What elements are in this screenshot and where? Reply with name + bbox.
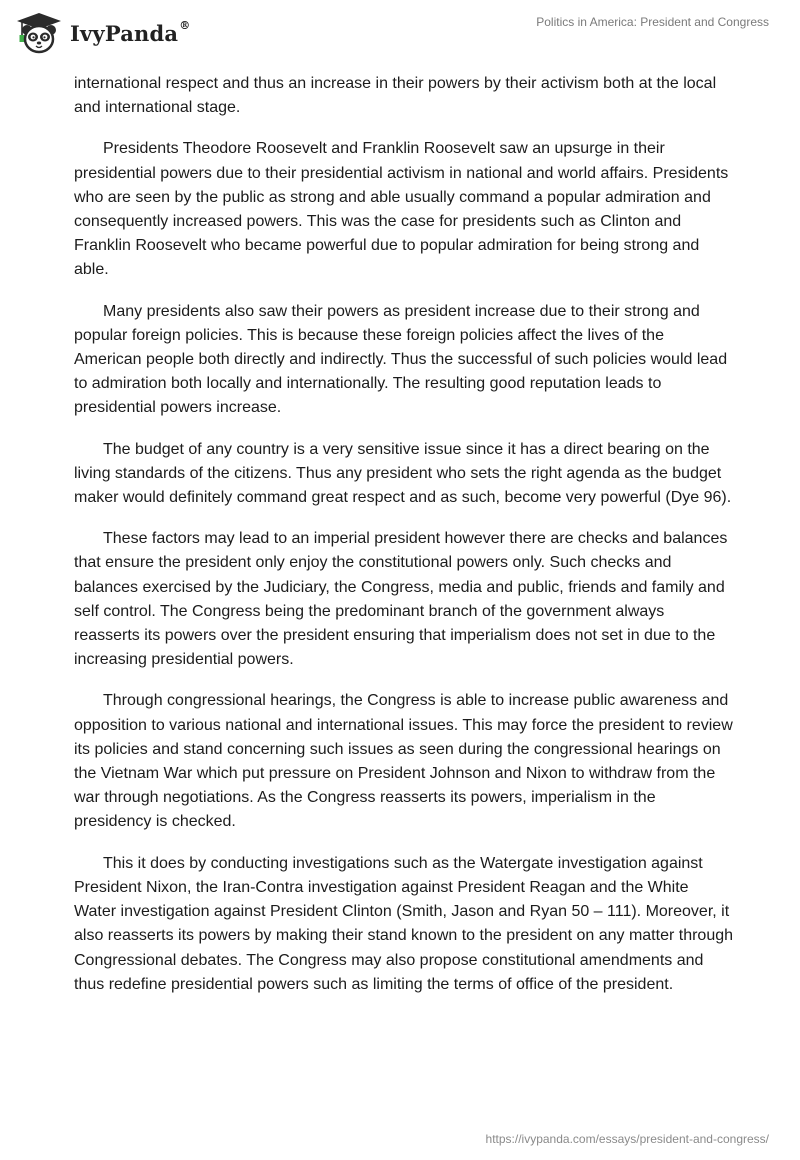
- paragraph: The budget of any country is a very sensitive issue since it has a direct bearing on the living standards of the citizens. Thus any president who sets the right agenda as the budget maker would definitely command great respect and as such, become very powerful (Dye 96).: [74, 440, 732, 507]
- page-header: [0, 0, 800, 64]
- paragraph: Presidents Theodore Roosevelt and Franklin Roosevelt saw an upsurge in their presidential powers due to their presidential activism in national and world affairs. Presidents who are seen by the public as strong and able usually command a popular admiration and consequently increased powers. This was the case for presidents such as Clinton and Franklin Roosevelt who became powerful due to popular admiration for being strong and able.: [74, 140, 729, 279]
- paragraph: international respect and thus an increase in their powers by their activism both at the local and international stage.: [74, 75, 717, 117]
- brand-name: IvyPanda®: [70, 18, 191, 46]
- essay-body: [74, 72, 734, 1014]
- paragraph: Many presidents also saw their powers as president increase due to their strong and popular foreign policies. This is because these foreign policies affect the lives of the American people both directly and indirectly. Thus the successful of such policies would lead to admiration both locally and internationally. The resulting good reputation leads to presidential powers increase.: [74, 302, 728, 417]
- source-url[interactable]: https://ivypanda.com/essays/president-and-congress/: [485, 1132, 769, 1146]
- paragraph: Through congressional hearings, the Congress is able to increase public awareness and opposition to various national and international issues. This may force the president to review its policies and stand concerning such issues as seen during the congressional hearings on the Vietnam War which put pressure on President Johnson and Nixon to withdraw from the war through negotiations. As the Congress reasserts its powers, imperialism in the presidency is checked.: [74, 692, 733, 831]
- paragraph: This it does by conducting investigations such as the Watergate investigation against President Nixon, the Iran-Contra investigation against President Reagan and the White Water investigation against President Clinton (Smith, Jason and Ryan 50 – 111). Moreover, it also reasserts its powers by making their stand known to the president on any matter through Congressional debates. The Congress may also propose constitutional amendments and thus redefine presidential powers such as limiting the terms of office of the president.: [74, 854, 734, 993]
- panda-graduate-icon: [14, 12, 64, 54]
- document-title: Politics in America: President and Congress: [536, 15, 769, 29]
- ivypanda-logo[interactable]: [14, 12, 190, 54]
- paragraph: These factors may lead to an imperial president however there are checks and balances that ensure the president only enjoy the constitutional powers only. Such checks and balances exercised by the Judiciary, the Congress, media and public, friends and family and self control. The Congress being the predominant branch of the government always reasserts its powers over the president ensuring that imperialism does not set in due to the increasing presidential powers.: [74, 530, 728, 669]
